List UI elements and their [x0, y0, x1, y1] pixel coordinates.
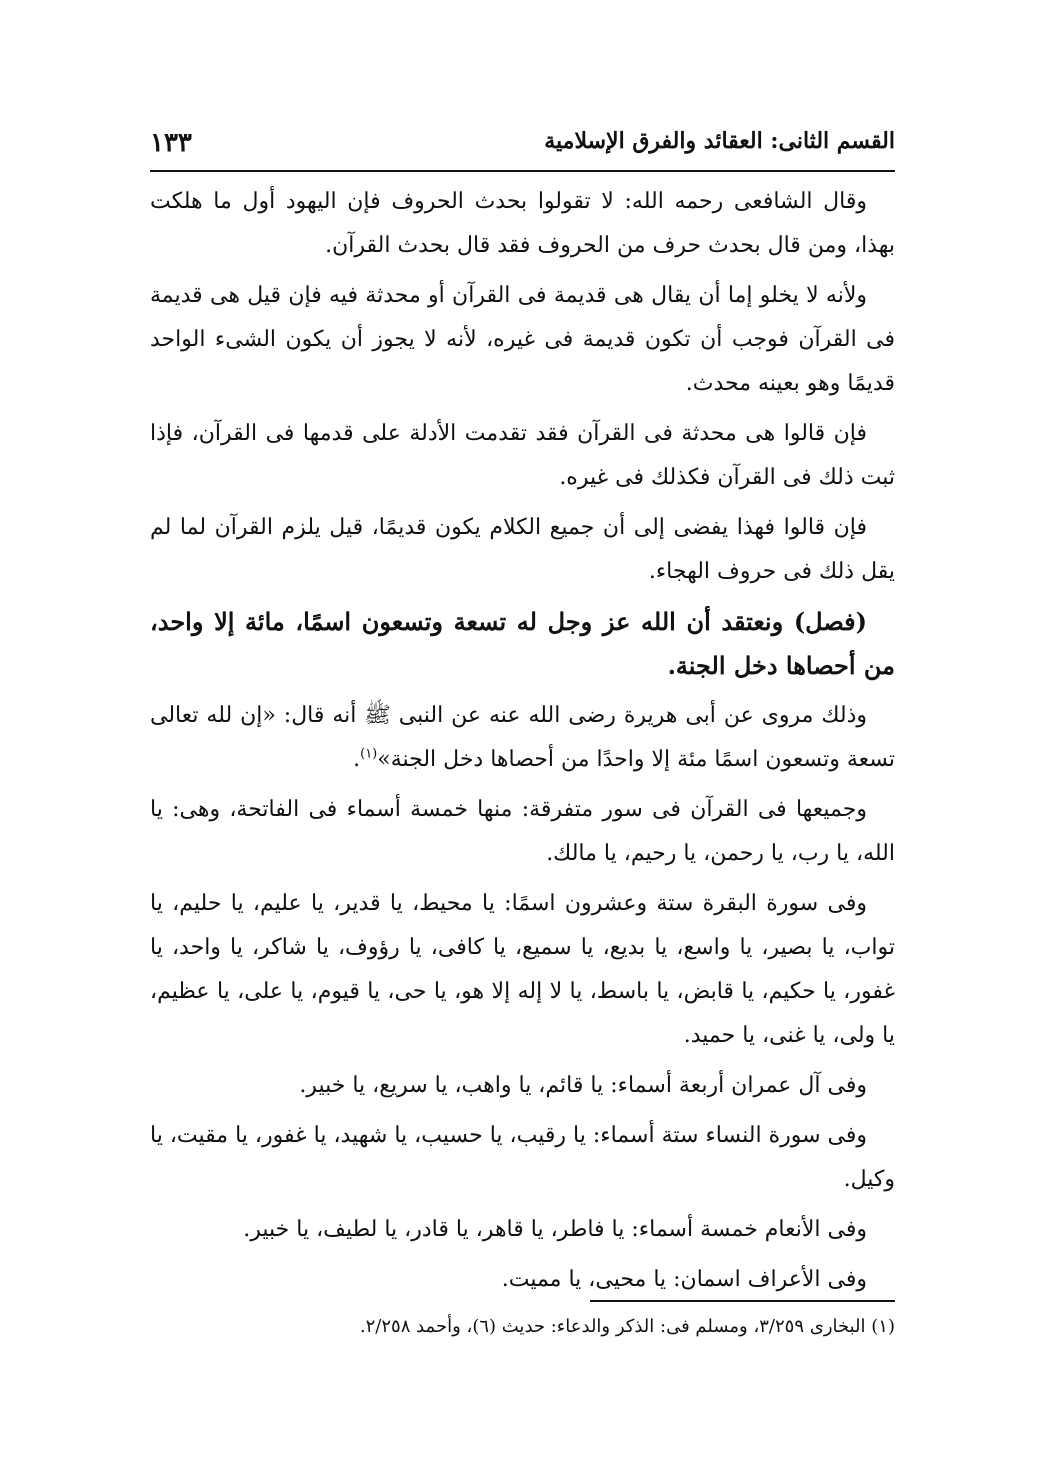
- footnote-divider: [590, 1300, 895, 1302]
- paragraph: وفى سورة البقرة ستة وعشرون اسمًا: يا محيط، يا قدير، يا عليم، يا حليم، يا تواب، يا بصير، يا واسع، يا بديع، يا سميع، يا كافى، يا رؤوف، يا شاكر، يا واحد، يا غفور، يا حكيم، يا قابض، يا باسط، يا لا إله إلا هو، يا حى، يا قيوم، يا على، يا عظيم، يا ولى، يا غنى، يا حميد.: [150, 891, 895, 1048]
- hadith-paragraph: [150, 694, 895, 782]
- section-title: العقائد والفرق الإسلامية: [544, 128, 763, 154]
- header-divider: [150, 170, 895, 172]
- paragraph: فإن قالوا هى محدثة فى القرآن فقد تقدمت الأدلة على قدمها فى القرآن، فإذا ثبت ذلك فى القرآن فكذلك فى غيره.: [150, 421, 895, 490]
- section-heading-paragraph: (فصل) ونعتقد أن الله عز وجل له تسعة وتسعون اسمًا، مائة إلا واحد، من أحصاها دخل الجنة.: [150, 607, 895, 680]
- paragraph: وفى سورة النساء ستة أسماء: يا رقيب، يا حسيب، يا شهيد، يا غفور، يا مقيت، يا وكيل.: [150, 1123, 895, 1192]
- paragraph: وفى آل عمران أربعة أسماء: يا قائم، يا واهب، يا سريع، يا خبير.: [299, 1073, 867, 1098]
- hadith-text: وذلك مروى عن أبى هريرة رضى الله عنه عن النبى ﷺ أنه قال: «إن لله تعالى تسعة وتسعون اسمًا مئة إلا واحدًا من أحصاها دخل الجنة»: [150, 703, 895, 772]
- paragraph: ولأنه لا يخلو إما أن يقال هى قديمة فى القرآن أو محدثة فيه فإن قيل هى قديمة فى القرآن فوجب أن تكون قديمة فى غيره، لأنه لا يجوز أن يكون الشىء الواحد قديمًا وهو بعينه محدث.: [150, 283, 895, 396]
- paragraph: وقال الشافعى رحمه الله: لا تقولوا بحدث الحروف فإن اليهود أول ما هلكت بهذا، ومن قال بحدث حرف من الحروف فقد قال بحدث القرآن.: [150, 189, 895, 258]
- main-text: [150, 180, 895, 1308]
- page-number: ١٣٣: [150, 128, 192, 158]
- paragraph: وفى الأعراف اسمان: يا محيى، يا مميت.: [501, 1267, 867, 1292]
- footnote-reference[interactable]: (١): [360, 746, 378, 762]
- section-label: القسم الثانى:: [770, 128, 895, 154]
- page-header: [150, 128, 895, 168]
- paragraph: فإن قالوا فهذا يفضى إلى أن جميع الكلام يكون قديمًا، قيل يلزم القرآن لما لم يقل ذلك فى حروف الهجاء.: [150, 515, 895, 584]
- paragraph-end: .: [353, 747, 361, 772]
- paragraph: وجميعها فى القرآن فى سور متفرقة: منها خمسة أسماء فى الفاتحة، وهى: يا الله، يا رب، يا رحمن، يا رحيم، يا مالك.: [150, 797, 895, 866]
- footnote: (١) البخارى ٣/٢٥٩، ومسلم فى: الذكر والدعاء: حديث (٦)، وأحمد ٢/٢٥٨.: [359, 1316, 895, 1337]
- running-title: [544, 128, 895, 154]
- paragraph: وفى الأنعام خمسة أسماء: يا فاطر، يا قاهر، يا قادر، يا لطيف، يا خبير.: [243, 1217, 867, 1242]
